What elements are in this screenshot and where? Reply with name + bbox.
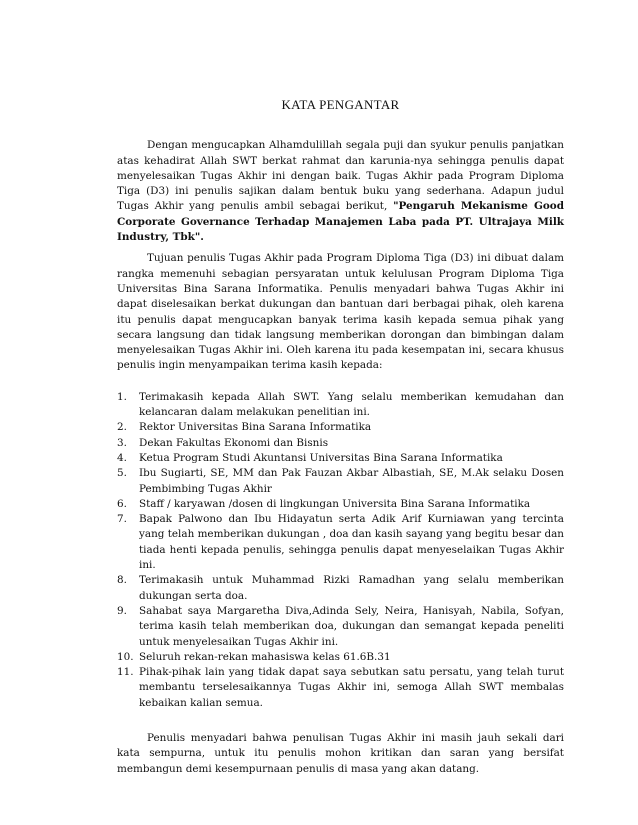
list-number: 7.	[117, 513, 127, 526]
list-number: 1.	[117, 390, 127, 403]
list-item-text: Terimakasih kepada Allah SWT. Yang selalu memberikan kemudahan dan kelancaran dalam melakukan penelitian ini.	[139, 390, 564, 419]
list-number: 8.	[117, 574, 127, 587]
list-item-text: Ibu Sugiarti, SE, MM dan Pak Fauzan Akbar Albastiah, SE, M.Ak selaku Dosen Pembimbing Tugas Akhir	[139, 467, 564, 495]
list-item	[117, 512, 564, 573]
closing-paragraph: Penulis menyadari bahwa penulisan Tugas Akhir ini masih jauh sekali dari kata sempurna, untuk itu penulis mohon kritikan dan saran yang bersifat membangun demi kesempurnaan penulis di masa yang akan datang.	[117, 731, 564, 775]
intro-paragraph	[117, 138, 564, 245]
list-item-text: Ketua Program Studi Akuntansi Universitas Bina Sarana Informatika	[139, 451, 503, 464]
list-number: 3.	[117, 436, 127, 449]
list-item-text: Dekan Fakultas Ekonomi dan Bisnis	[139, 436, 329, 449]
list-item-text: Seluruh rekan-rekan mahasiswa kelas 61.6B.31	[139, 650, 391, 663]
thesis-title: "Pengaruh Mekanisme Good Corporate Governance Terhadap Manajemen Laba pada PT. Ultrajaya Milk Industry, Tbk".	[117, 200, 564, 244]
list-item-text: Terimakasih untuk Muhammad Rizki Ramadhan yang selalu memberikan dukungan serta doa.	[139, 574, 564, 602]
list-item	[117, 390, 564, 421]
list-item	[117, 665, 564, 711]
purpose-paragraph: Tujuan penulis Tugas Akhir pada Program Diploma Tiga (D3) ini dibuat dalam rangka memenuhi sebagian persyaratan untuk kelulusan Program Diploma Tiga Universitas Bina Sarana Informatika. Penulis menyadari bahwa Tugas Akhir ini dapat diselesaikan berkat dukungan dan bantuan dari berbagai pihak, oleh karena itu penulis dapat mengucapkan banyak terima kasih kepada semua pihak yang secara langsung dan tidak langsung memberikan dorongan dan bimbingan dalam menyelesaikan Tugas Akhir ini. Oleh karena itu pada kesempatan ini, secara khusus penulis ingin menyampaikan terima kasih kepada:	[117, 252, 564, 372]
list-item	[117, 497, 564, 512]
acknowledgement-list	[117, 390, 564, 711]
list-item	[117, 604, 564, 650]
list-number: 4.	[117, 451, 127, 464]
list-number: 11.	[117, 666, 134, 679]
list-item	[117, 573, 564, 604]
page-title: KATA PENGANTAR	[281, 97, 400, 112]
list-item-text: Bapak Palwono dan Ibu Hidayatun serta Adik Arif Kurniawan yang tercinta yang telah memberikan dukungan , doa dan kasih sayang yang begitu besar dan tiada henti kepada penulis, sehingga penulis dapat menyeselaikan Tugas Akhir ini.	[139, 513, 564, 572]
list-item	[117, 650, 564, 665]
list-number: 2.	[117, 421, 127, 434]
list-item-text: Staff / karyawan /dosen di lingkungan Universita Bina Sarana Informatika	[139, 497, 531, 510]
list-number: 6.	[117, 497, 127, 510]
list-item-text: Rektor Universitas Bina Sarana Informatika	[139, 421, 372, 434]
intro-text: Dengan mengucapkan Alhamdulillah segala puji dan syukur penulis panjatkan atas kehadirat Allah SWT berkat rahmat dan karunia-nya sehingga penulis dapat menyelesaikan Tugas Akhir ini dengan baik. Tugas Akhir pada Program Diploma Tiga (D3) ini penulis sajikan dalam bentuk buku yang sederhana. Adapun judul Tugas Akhir yang penulis ambil sebagai berikut,	[117, 139, 564, 213]
list-item-text: Pihak-pihak lain yang tidak dapat saya sebutkan satu persatu, yang telah turut membantu terselesaikannya Tugas Akhir ini, semoga Allah SWT membalas kebaikan kalian semua.	[139, 666, 564, 709]
list-number: 5.	[117, 467, 127, 480]
list-item	[117, 466, 564, 497]
list-item	[117, 436, 564, 451]
list-item-text: Sahabat saya Margaretha Diva,Adinda Sely, Neira, Hanisyah, Nabila, Sofyan, terima kasih telah memberikan doa, dukungan dan semangat kepada peneliti untuk menyelesaikan Tugas Akhir ini.	[139, 604, 564, 648]
list-number: 9.	[117, 604, 127, 617]
list-number: 10.	[117, 650, 134, 663]
list-item	[117, 451, 564, 466]
list-item	[117, 420, 564, 435]
document-page	[117, 97, 564, 777]
